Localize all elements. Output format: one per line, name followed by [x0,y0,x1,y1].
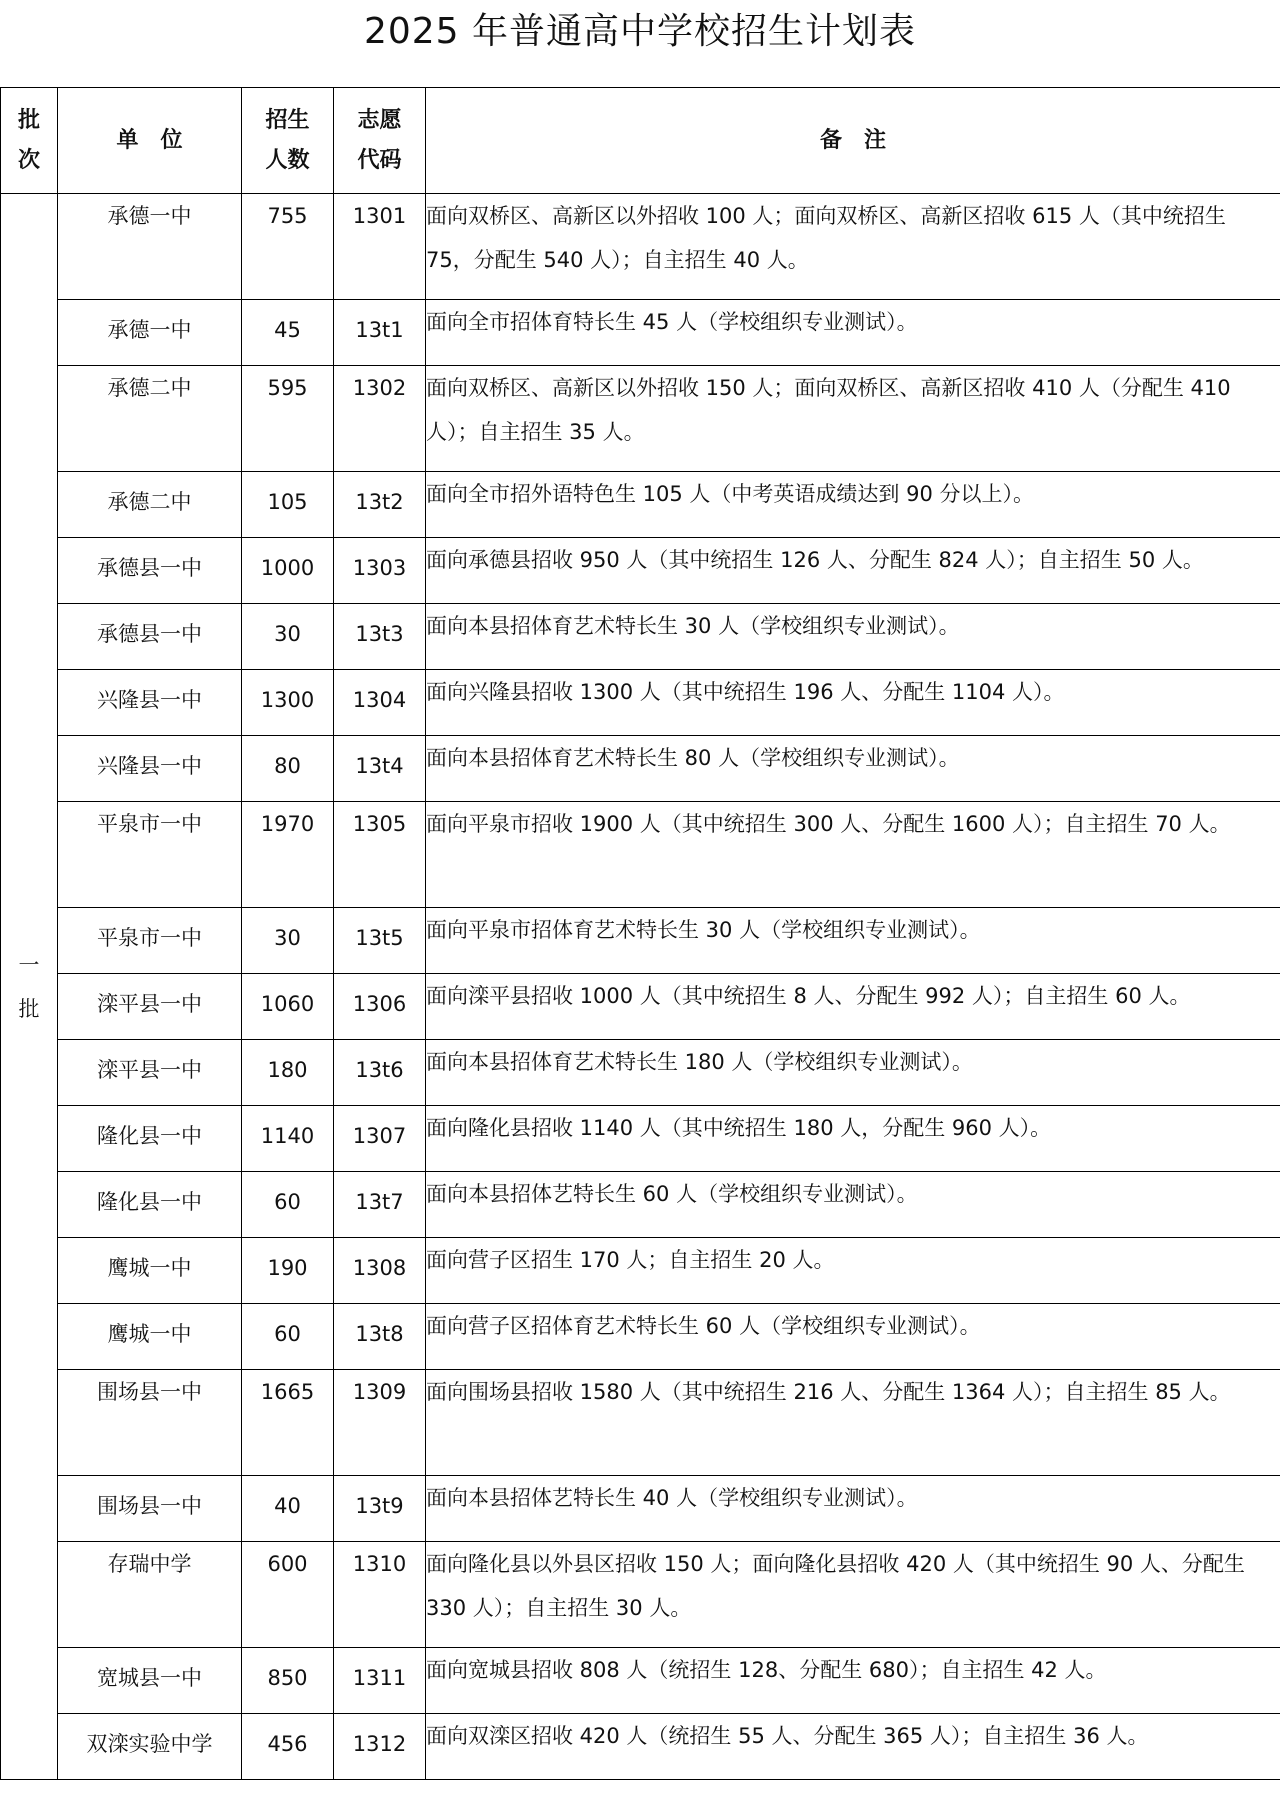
remark-cell: 面向本县招体艺特长生 40 人（学校组织专业测试）。 [426,1476,1280,1542]
table-row [1,1238,1280,1304]
table-row [1,1304,1280,1370]
table-row [1,366,1280,472]
count-cell: 1300 [242,670,334,736]
unit-cell: 围场县一中 [58,1370,242,1476]
code-cell: 1306 [334,974,426,1040]
count-cell: 595 [242,366,334,472]
code-cell: 1312 [334,1714,426,1780]
table-row [1,1648,1280,1714]
unit-cell: 隆化县一中 [58,1106,242,1172]
unit-cell: 隆化县一中 [58,1172,242,1238]
remark-cell: 面向承德县招收 950 人（其中统招生 126 人、分配生 824 人）；自主招生 50 人。 [426,538,1280,604]
unit-cell: 平泉市一中 [58,908,242,974]
remark-cell: 面向围场县招收 1580 人（其中统招生 216 人、分配生 1364 人）；自主招生 85 人。 [426,1370,1280,1476]
count-cell: 30 [242,908,334,974]
remark-cell: 面向本县招体育艺术特长生 180 人（学校组织专业测试）。 [426,1040,1280,1106]
header-remark: 备 注 [426,88,1280,194]
count-cell: 60 [242,1304,334,1370]
unit-cell: 兴隆县一中 [58,736,242,802]
header-unit: 单 位 [58,88,242,194]
count-cell: 180 [242,1040,334,1106]
remark-cell: 面向本县招体艺特长生 60 人（学校组织专业测试）。 [426,1172,1280,1238]
unit-cell: 承德一中 [58,194,242,300]
table-row [1,1172,1280,1238]
table-row [1,1106,1280,1172]
code-cell: 13t5 [334,908,426,974]
remark-cell: 面向隆化县招收 1140 人（其中统招生 180 人，分配生 960 人）。 [426,1106,1280,1172]
count-cell: 1000 [242,538,334,604]
count-cell: 456 [242,1714,334,1780]
code-cell: 13t7 [334,1172,426,1238]
code-cell: 1307 [334,1106,426,1172]
page-title: 2025 年普通高中学校招生计划表 [363,11,917,52]
remark-cell: 面向兴隆县招收 1300 人（其中统招生 196 人、分配生 1104 人）。 [426,670,1280,736]
count-cell: 600 [242,1542,334,1648]
unit-cell: 承德一中 [58,300,242,366]
unit-cell: 双滦实验中学 [58,1714,242,1780]
remark-cell: 面向本县招体育艺术特长生 80 人（学校组织专业测试）。 [426,736,1280,802]
table-row [1,974,1280,1040]
count-cell: 105 [242,472,334,538]
remark-cell: 面向双桥区、高新区以外招收 150 人；面向双桥区、高新区招收 410 人（分配生 410 人）；自主招生 35 人。 [426,366,1280,472]
code-cell: 1309 [334,1370,426,1476]
code-cell: 1304 [334,670,426,736]
remark-cell: 面向双桥区、高新区以外招收 100 人；面向双桥区、高新区招收 615 人（其中统招生 75，分配生 540 人）；自主招生 40 人。 [426,194,1280,300]
code-cell: 1302 [334,366,426,472]
table-row [1,538,1280,604]
remark-cell: 面向本县招体育艺术特长生 30 人（学校组织专业测试）。 [426,604,1280,670]
code-cell: 13t9 [334,1476,426,1542]
code-cell: 13t3 [334,604,426,670]
count-cell: 30 [242,604,334,670]
code-cell: 1301 [334,194,426,300]
table-row [1,670,1280,736]
code-cell: 1310 [334,1542,426,1648]
remark-cell: 面向隆化县以外县区招收 150 人；面向隆化县招收 420 人（其中统招生 90 人、分配生 330 人）；自主招生 30 人。 [426,1542,1280,1648]
code-cell: 13t1 [334,300,426,366]
table-row [1,1476,1280,1542]
enrollment-plan-table [0,87,1280,1780]
count-cell: 755 [242,194,334,300]
count-cell: 190 [242,1238,334,1304]
remark-cell: 面向双滦区招收 420 人（统招生 55 人、分配生 365 人）；自主招生 36 人。 [426,1714,1280,1780]
table-row [1,604,1280,670]
code-cell: 1308 [334,1238,426,1304]
unit-cell: 承德县一中 [58,538,242,604]
unit-cell: 滦平县一中 [58,1040,242,1106]
table-row [1,300,1280,366]
unit-cell: 承德二中 [58,366,242,472]
remark-cell: 面向宽城县招收 808 人（统招生 128、分配生 680）；自主招生 42 人。 [426,1648,1280,1714]
unit-cell: 兴隆县一中 [58,670,242,736]
count-cell: 1970 [242,802,334,908]
count-cell: 850 [242,1648,334,1714]
unit-cell: 存瑞中学 [58,1542,242,1648]
table-row [1,802,1280,908]
code-cell: 13t4 [334,736,426,802]
unit-cell: 承德县一中 [58,604,242,670]
count-cell: 80 [242,736,334,802]
table-row [1,194,1280,300]
table-row [1,472,1280,538]
table-header-row [1,88,1280,194]
remark-cell: 面向平泉市招体育艺术特长生 30 人（学校组织专业测试）。 [426,908,1280,974]
unit-cell: 滦平县一中 [58,974,242,1040]
count-cell: 45 [242,300,334,366]
table-row [1,1040,1280,1106]
unit-cell: 承德二中 [58,472,242,538]
table-row [1,1714,1280,1780]
remark-cell: 面向滦平县招收 1000 人（其中统招生 8 人、分配生 992 人）；自主招生 60 人。 [426,974,1280,1040]
remark-cell: 面向营子区招体育艺术特长生 60 人（学校组织专业测试）。 [426,1304,1280,1370]
unit-cell: 围场县一中 [58,1476,242,1542]
unit-cell: 平泉市一中 [58,802,242,908]
header-code: 志愿 代码 [334,88,426,194]
table-row [1,1542,1280,1648]
remark-cell: 面向营子区招生 170 人；自主招生 20 人。 [426,1238,1280,1304]
code-cell: 13t2 [334,472,426,538]
remark-cell: 面向全市招体育特长生 45 人（学校组织专业测试）。 [426,300,1280,366]
count-cell: 1140 [242,1106,334,1172]
count-cell: 60 [242,1172,334,1238]
code-cell: 13t8 [334,1304,426,1370]
table-row [1,908,1280,974]
code-cell: 13t6 [334,1040,426,1106]
table-row [1,736,1280,802]
remark-cell: 面向全市招外语特色生 105 人（中考英语成绩达到 90 分以上）。 [426,472,1280,538]
code-cell: 1305 [334,802,426,908]
header-count: 招生 人数 [242,88,334,194]
unit-cell: 鹰城一中 [58,1238,242,1304]
unit-cell: 宽城县一中 [58,1648,242,1714]
code-cell: 1303 [334,538,426,604]
count-cell: 40 [242,1476,334,1542]
count-cell: 1665 [242,1370,334,1476]
count-cell: 1060 [242,974,334,1040]
code-cell: 1311 [334,1648,426,1714]
remark-cell: 面向平泉市招收 1900 人（其中统招生 300 人、分配生 1600 人）；自主招生 70 人。 [426,802,1280,908]
header-batch: 批 次 [1,88,58,194]
batch-cell: 一 批 [1,194,58,1780]
table-row [1,1370,1280,1476]
unit-cell: 鹰城一中 [58,1304,242,1370]
